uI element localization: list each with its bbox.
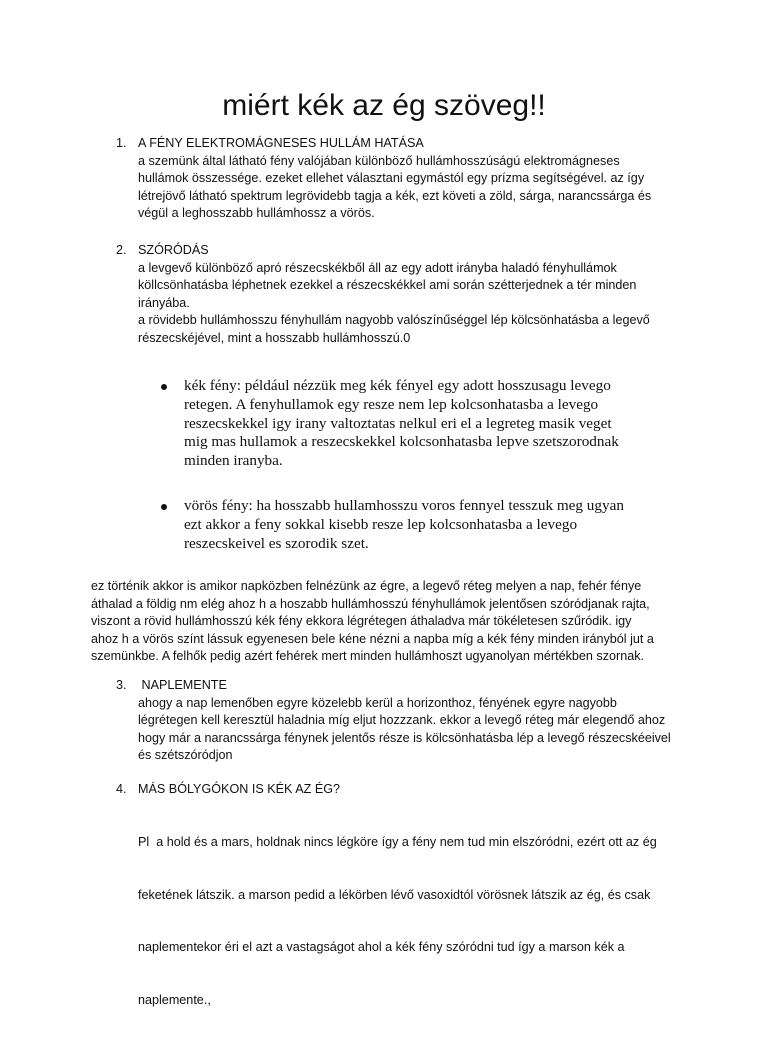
section-number: 1. xyxy=(116,136,127,150)
text-line: Pl a hold és a mars, holdnak nincs légköre így a fény nem tud min elszóródni, ezért ott az ég xyxy=(138,834,657,849)
text-line: kék fény: például nézzük meg kék fényel egy adott hosszusagu levego xyxy=(184,377,611,394)
bullet-item xyxy=(158,497,718,553)
text-line: köllcsönhatásba léphetnek ezekkel a részecskékkel ami során szétterjednek a tér minden xyxy=(138,278,637,293)
bullet-dot-icon xyxy=(161,384,167,390)
text-line: vörös fény: ha hosszabb hullamhosszu voros fennyel tesszuk meg ugyan xyxy=(184,496,624,514)
section-2 xyxy=(116,242,686,348)
text-line: ahoz h a vörös színt lássuk egyenesen bele kéne nézni a napba míg a kék fény minden irányból jut a xyxy=(91,631,654,646)
text-line: irányába. xyxy=(138,295,190,310)
section-3 xyxy=(116,677,686,765)
section-heading: SZÓRÓDÁS xyxy=(138,243,209,257)
section-number: 3. xyxy=(116,678,127,692)
bullet-dot-icon xyxy=(161,504,167,510)
text-line: ahogy a nap lemenőben egyre közelebb kerül a horizonthoz, fényének egyre nagyobb xyxy=(138,695,617,710)
section-body xyxy=(116,695,686,765)
section-1 xyxy=(116,135,686,223)
section-body xyxy=(116,799,686,1045)
section-number: 2. xyxy=(116,243,127,257)
section-body xyxy=(116,153,686,223)
page-title: miért kék az ég szöveg!! xyxy=(222,89,546,122)
text-line: mig mas hullamok a reszecskekkel kolcsonhatasba lepve szetszorodnak xyxy=(184,433,619,451)
bullet-item xyxy=(158,377,718,471)
text-line: naplementekor éri el azt a vastagságot ahol a kék fény szóródni tud így a marson kék a xyxy=(138,940,625,955)
text-line: áthalad a földig nm elég ahoz h a hoszabb hullámhosszú fényhullámok jelentősen szóródjanak rajta, xyxy=(91,596,650,611)
text-line: hogy már a narancssárga fénynek jelentős része is kölcsönhatásba lép a levegő részecskéeivel xyxy=(138,730,671,745)
text-line: légrétegen kell keresztül haladnia míg eljut hozzzank. ekkor a levegő réteg már elegendő ahoz xyxy=(138,713,666,728)
text-line: viszont a rövid hullámhosszú kék fény ekkora légrétegen áthaladva már tökéletesen szűródik. igy xyxy=(91,614,632,629)
text-line: és szétszóródjon xyxy=(138,748,233,763)
section-4 xyxy=(116,781,686,1045)
text-line: feketének látszik. a marson pedid a lékörben lévő vasoxidtól vörösnek látszik az ég, és csak xyxy=(138,887,651,902)
text-line: minden iranyba. xyxy=(184,452,283,470)
text-line: részecskéjével, mint a hosszabb hullámhosszú.0 xyxy=(138,330,411,345)
text-line: ezt akkor a feny sokkal kisebb resze lep kolcsonhatasba a levego xyxy=(184,515,578,533)
text-line: retegen. A fenyhullamok egy resze nem lep kolcsonhatasba a levego xyxy=(184,395,599,413)
section-heading: NAPLEMENTE xyxy=(138,678,227,692)
text-line: reszecskeivel es szorodik szet. xyxy=(184,534,369,552)
text-line: szemünkbe. A felhők pedig azért fehérek mert minden hullámhoszt ugyanolyan mértékben szornak. xyxy=(91,649,645,664)
text-line: naplemente., xyxy=(138,993,211,1008)
text-line: hullámok összessége. ezeket ellehet választani egymástól egy prízma segítségével. az így xyxy=(138,171,645,186)
text-line: a levgevő különböző apró részecskékből áll az egy adott irányba haladó fényhullámok xyxy=(138,260,617,275)
section-heading: A FÉNY ELEKTROMÁGNESES HULLÁM HATÁSA xyxy=(138,136,424,150)
text-line: ez történik akkor is amikor napközben felnézünk az égre, a legevő réteg melyen a nap, fehér fénye xyxy=(91,579,642,593)
body-paragraph xyxy=(91,578,691,666)
section-heading: MÁS BÓLYGÓKON IS KÉK AZ ÉG? xyxy=(138,782,341,796)
text-line: a szemünk által látható fény valójában különböző hullámhosszúságú elektromágneses xyxy=(138,153,620,168)
text-line: reszecskekkel igy irany valtoztatas nelkul eri el a legreteg masik veget xyxy=(184,414,612,432)
bullet-list xyxy=(158,377,718,553)
section-number: 4. xyxy=(116,782,127,796)
text-line: a rövidebb hullámhosszu fényhullám nagyobb valószínűséggel lép kölcsönhatásba a legevő xyxy=(138,313,650,328)
text-line: létrejövő látható spektrum legrövidebb tagja a kék, ezt követi a zöld, sárga, narancssárga és xyxy=(138,188,652,203)
text-line: végül a leghosszabb hullámhossz a vörös. xyxy=(138,206,375,221)
section-body xyxy=(116,260,686,348)
